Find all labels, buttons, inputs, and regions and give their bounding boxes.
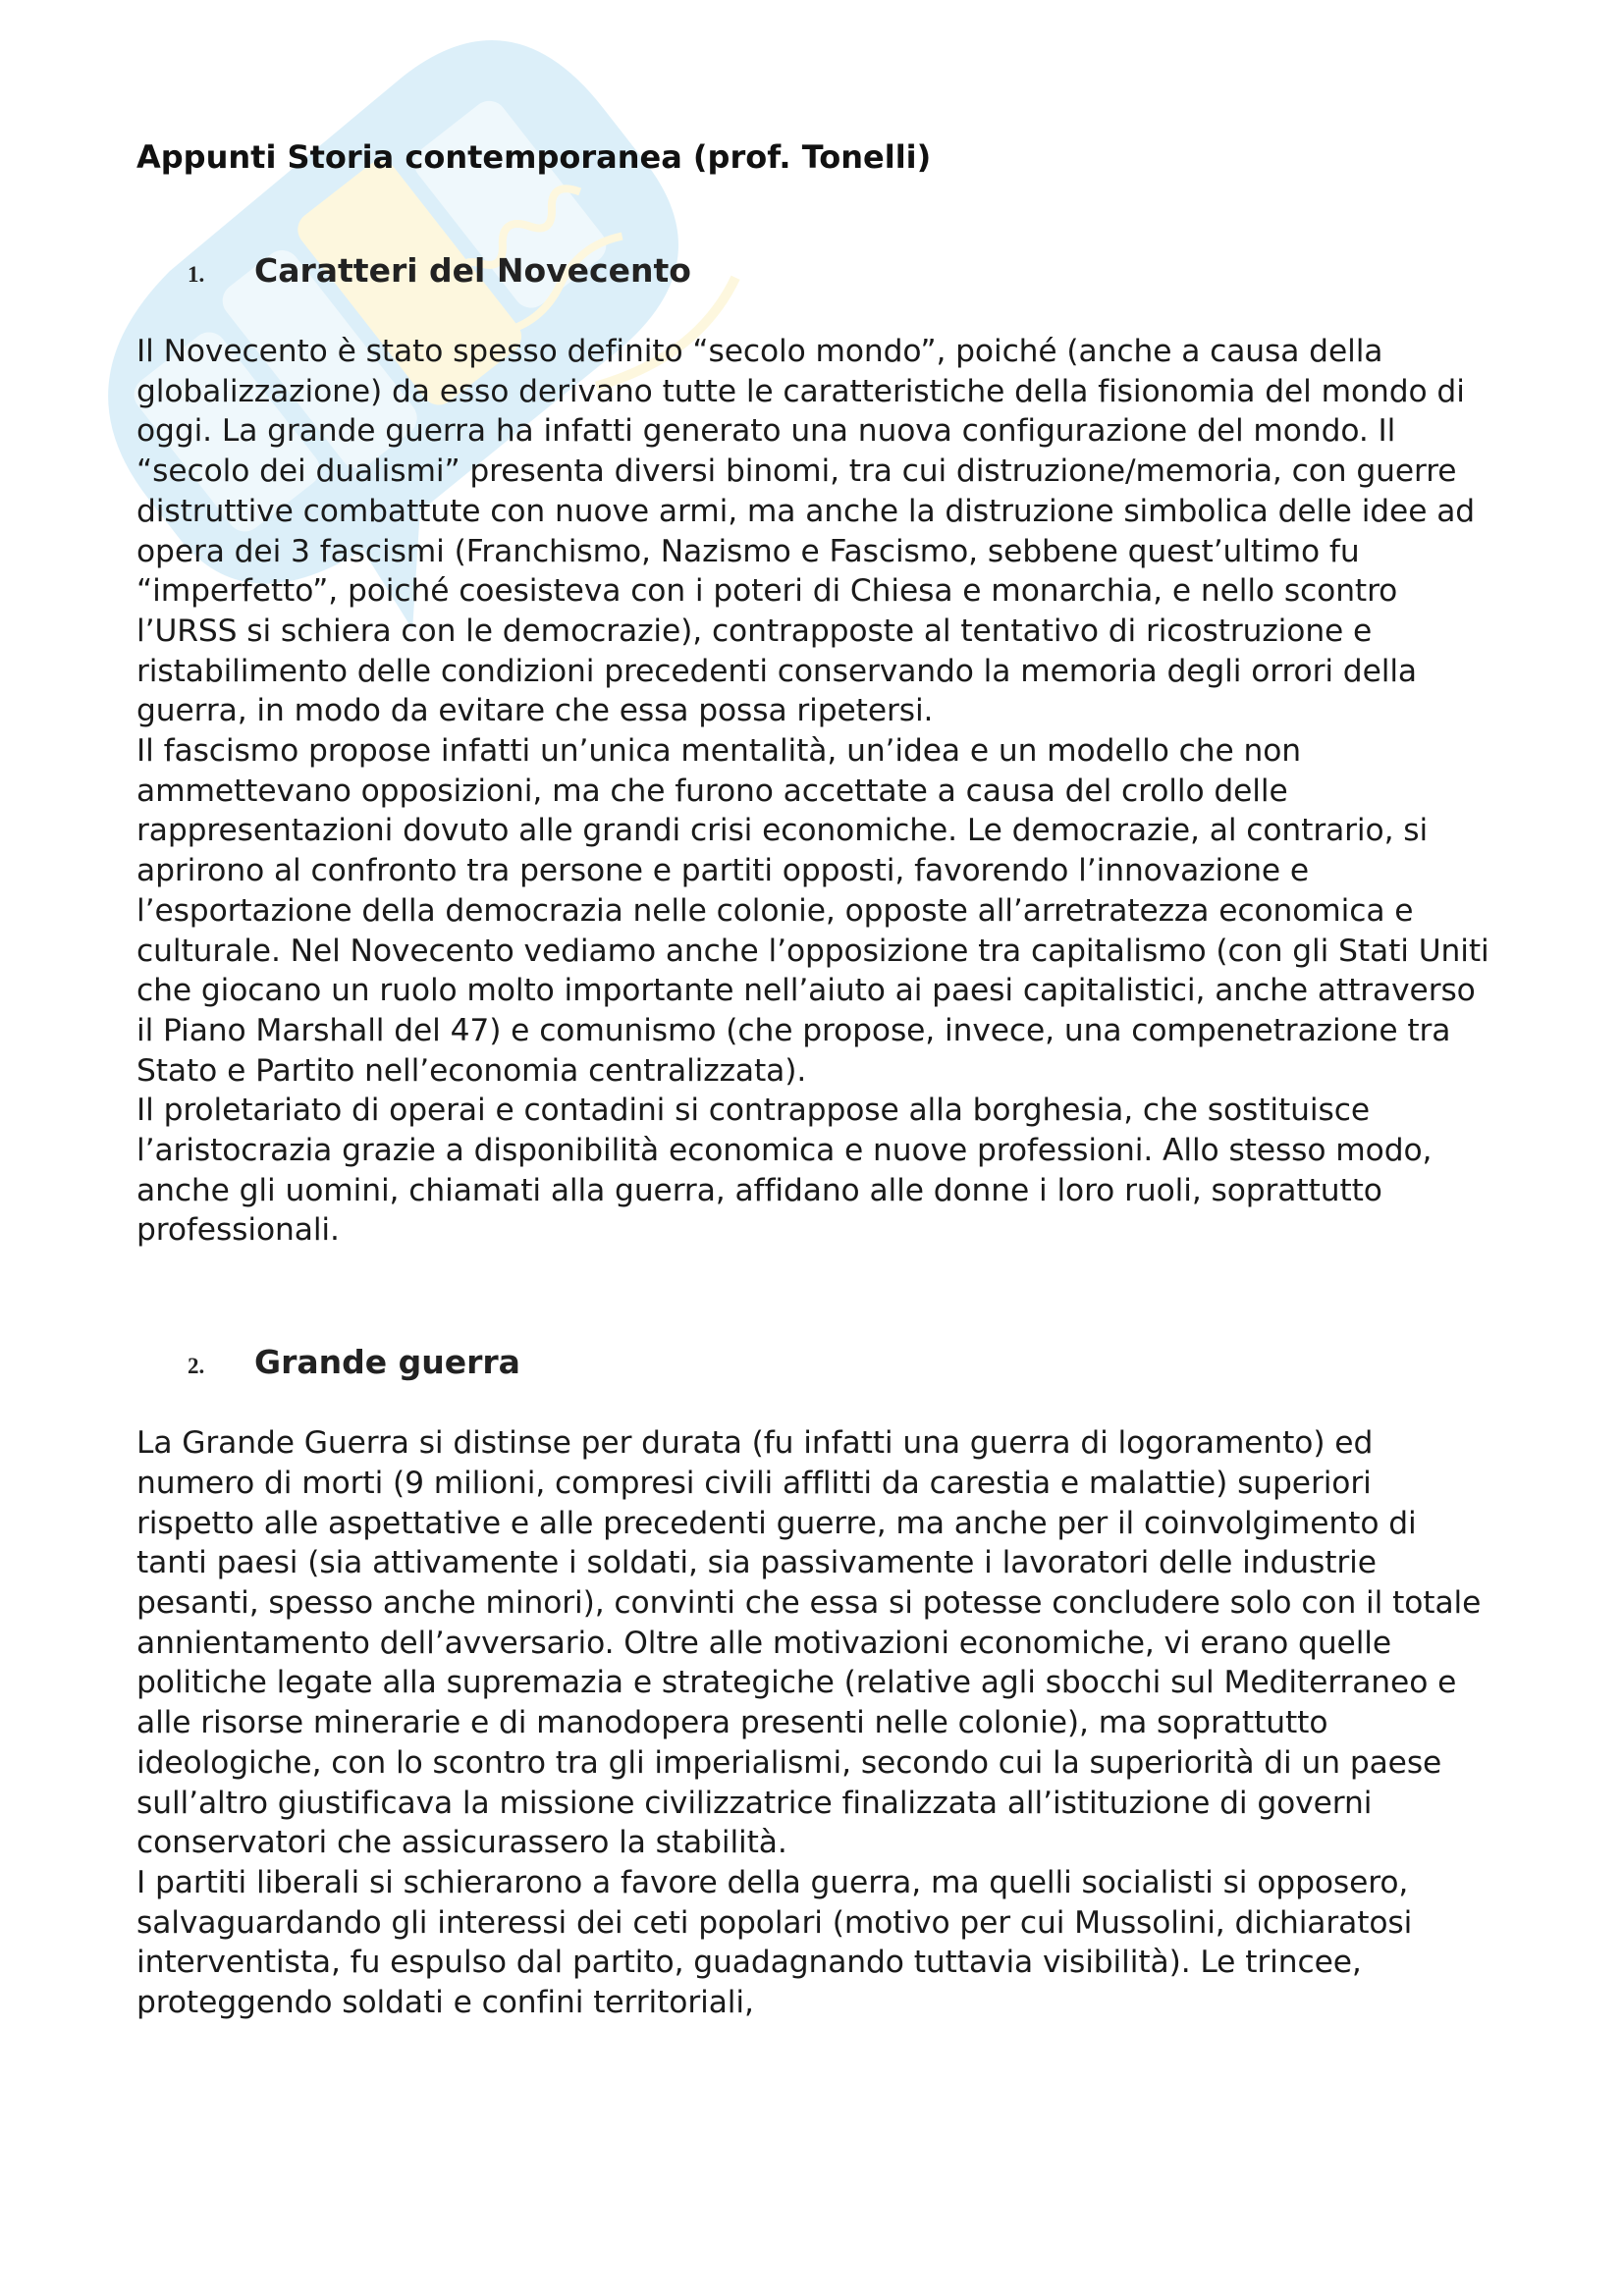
section-title: Grande guerra [254, 1343, 520, 1382]
section-body-1 [136, 332, 1491, 1251]
section-heading-2 [136, 1339, 1491, 1390]
paragraph: I partiti liberali si schierarono a favore della guerra, ma quelli socialisti si opposero, salvaguardando gli interessi dei ceti popolari (motivo per cui Mussolini, dichiaratosi interventista, fu espulso dal partito, guadagnando tuttavia visibilità). Le trincee, proteggendo soldati e confini territoriali, [136, 1864, 1413, 2021]
section-number: 2. [188, 1354, 205, 1379]
document-content [136, 133, 1491, 2023]
section-body-2 [136, 1423, 1491, 2023]
document-title: Appunti Storia contemporanea (prof. Tonelli) [136, 138, 932, 176]
section-heading-1 [136, 247, 1491, 298]
paragraph: Il Novecento è stato spesso definito “secolo mondo”, poiché (anche a causa della globalizzazione) da esso derivano tutte le caratteristiche della fisionomia del mondo di oggi. La grande guerra ha infatti generato una nuova configurazione del mondo. Il “secolo dei dualismi” presenta diversi binomi, tra cui distruzione/memoria, con guerre distruttive combattute con nuove armi, ma anche la distruzione simbolica delle idee ad opera dei 3 fascismi (Franchismo, Nazismo e Fascismo, sebbene quest’ultimo fu “imperfetto”, poiché coesisteva con i poteri di Chiesa e monarchia, e nello scontro l’URSS si schiera con le democrazie), contrapposte al tentativo di ricostruzione e ristabilimento delle condizioni precedenti conservando la memoria degli orrori della guerra, in modo da evitare che essa possa ripetersi. [136, 334, 1476, 729]
paragraph: Il fascismo propose infatti un’unica mentalità, un’idea e un modello che non ammettevano opposizioni, ma che furono accettate a causa del crollo delle rappresentazioni dovuto alle grandi crisi economiche. Le democrazie, al contrario, si aprirono al confronto tra persone e partiti opposti, favorendo l’innovazione e l’esportazione della democrazia nelle colonie, opposte all’arretratezza economica e culturale. Nel Novecento vediamo anche l’opposizione tra capitalismo (con gli Stati Uniti che giocano un ruolo molto importante nell’aiuto ai paesi capitalistici, anche attraverso il Piano Marshall del 47) e comunismo (che propose, invece, una compenetrazione tra Stato e Partito nell’economia centralizzata). [136, 733, 1489, 1089]
section-title: Caratteri del Novecento [254, 251, 691, 290]
paragraph: La Grande Guerra si distinse per durata (fu infatti una guerra di logoramento) ed numero di morti (9 milioni, compresi civili afflitti da carestia e malattie) superiori rispetto alle aspettative e alle precedenti guerre, ma anche per il coinvolgimento di tanti paesi (sia attivamente i soldati, sia passivamente i lavoratori delle industrie pesanti, spesso anche minori), convinti che essa si potesse concludere solo con il totale annientamento dell’avversario. Oltre alle motivazioni economiche, vi erano quelle politiche legate alla supremazia e strategiche (relative agli sbocchi sul Mediterraneo e alle risorse minerarie e di manodopera presenti nelle colonie), ma soprattutto ideologiche, con lo scontro tra gli imperialismi, secondo cui la superiorità di un paese sull’altro giustificava la missione civilizzatrice finalizzata all’istituzione di governi conservatori che assicurassero la stabilità. [136, 1425, 1482, 1861]
section-number: 1. [188, 262, 205, 287]
paragraph: Il proletariato di operai e contadini si contrappose alla borghesia, che sostituisce l’aristocrazia grazie a disponibilità economica e nuove professioni. Allo stesso modo, anche gli uomini, chiamati alla guerra, affidano alle donne i loro ruoli, soprattutto professionali. [136, 1093, 1433, 1249]
